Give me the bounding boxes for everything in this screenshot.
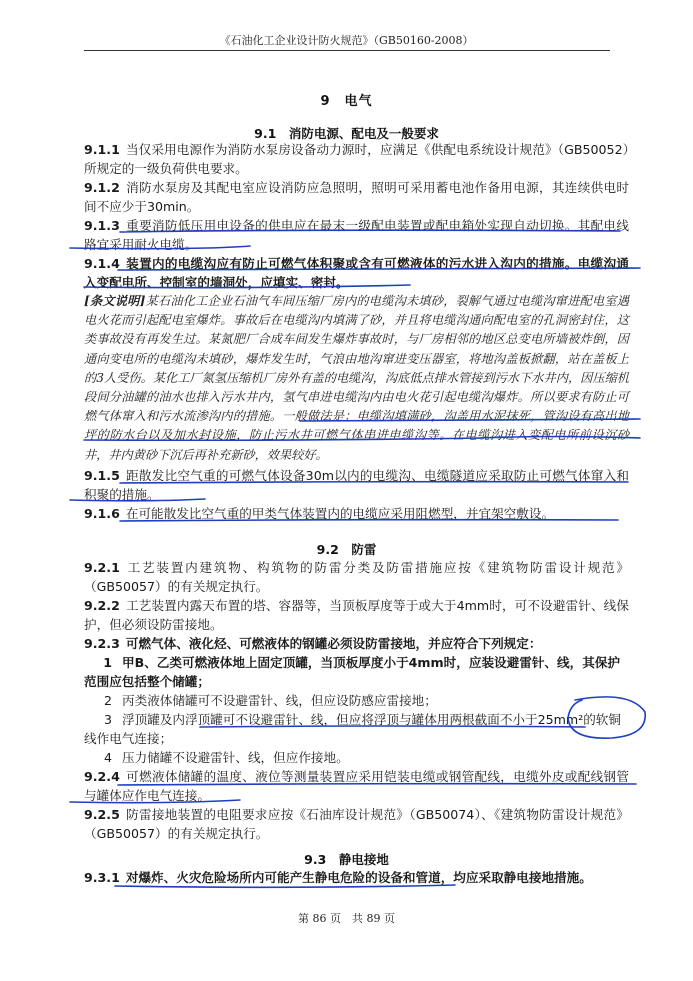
clause-number: 9.2.4 bbox=[84, 769, 120, 784]
section-9-1-title: 9.1 消防电源、配电及一般要求 bbox=[254, 126, 439, 141]
clause-explanation bbox=[84, 292, 629, 465]
clause-text: 消防水泵房及其配电室应设消防应急照明，照明可采用蓄电池作备用电源，其连续供电时间不应少于30min。 bbox=[84, 180, 629, 215]
clause-9-2-5 bbox=[84, 805, 629, 843]
list-item-text: 浮顶罐及内浮顶罐可不设避雷针、线，但应将浮顶与罐体用两根截面不小于25mm²的软铜线作电气连接； bbox=[84, 712, 621, 747]
list-item-number: 1 bbox=[103, 655, 112, 670]
clause-text: 防雷接地装置的电阻要求应按《石油库设计规范》（GB50074）、《建筑物防雷设计规范》（GB50057）的有关规定执行。 bbox=[84, 807, 629, 842]
list-item bbox=[84, 653, 629, 691]
clause-text: 可燃气体、液化烃、可燃液体的钢罐必须设防雷接地，并应符合下列规定： bbox=[125, 636, 542, 651]
clause-number: 9.1.4 bbox=[84, 256, 120, 271]
clause-9-3-1 bbox=[84, 868, 629, 887]
explanation-text: 某石油化工企业石油气车间压缩厂房内的电缆沟未填砂，裂解气通过电缆沟窜进配电室遇电火花而引起配电室爆炸。事故后在电缆沟内填满了砂，并且将电缆沟通向配电室的孔洞密封住，这类事故没有再发生过。某氮肥厂合成车间发生爆炸事故时，与厂房相邻的地区总变电所墙被炸倒，因通向变电所的电缆沟未填砂，爆炸发生时，气浪由地沟窜进变压器室，将地沟盖板掀翻，站在盖板上的3人受伤。某化工厂氮氢压缩机厂房外有盖的电缆沟，沟底低点排水管接到污水下水井内，因压缩机段间分油罐的油水也排入污水井内，氢气串进电缆沟内由电火花引起电缆沟爆炸。所以要求有防止可燃气体窜入和污水流渗沟内的措施。一般做法是：电缆沟填满砂，沟盖用水泥抹死，管沟设有高出地坪的防水台以及加水封设施，防止污水井可燃气体串进电缆沟等。在电缆沟进入变配电所前设沉砂井，井内黄砂下沉后再补充新砂，效果较好。 bbox=[84, 294, 629, 462]
clause-number: 9.3.1 bbox=[84, 870, 120, 885]
page-footer: 第 86 页 共 89 页 bbox=[298, 912, 395, 925]
clause-9-1-2 bbox=[84, 178, 629, 216]
section-9-3-title: 9.3 静电接地 bbox=[304, 852, 389, 867]
clause-number: 9.2.1 bbox=[84, 560, 120, 575]
clause-text: 当仅采用电源作为消防水泵房设备动力源时，应满足《供配电系统设计规范》（GB50052）所规定的一级负荷供电要求。 bbox=[84, 142, 629, 177]
clause-9-2-4 bbox=[84, 767, 629, 805]
clause-text: 工艺装置内露天布置的塔、容器等，当顶板厚度等于或大于4mm时，可不设避雷针、线保护，但必须设防雷接地。 bbox=[84, 598, 629, 633]
clause-number: 9.1.5 bbox=[84, 468, 120, 483]
list-item-text: 甲B、乙类可燃液体地上固定顶罐，当顶板厚度小于4mm时，应装设避雷针、线，其保护范围应包括整个储罐； bbox=[84, 655, 620, 690]
section-9-2-title: 9.2 防雷 bbox=[316, 542, 377, 557]
list-item-number: 2 bbox=[103, 693, 112, 708]
clause-text: 对爆炸、火灾危险场所内可能产生静电危险的设备和管道，均应采取静电接地措施。 bbox=[125, 870, 592, 885]
clause-9-1-3 bbox=[84, 216, 629, 254]
clause-number: 9.2.5 bbox=[84, 807, 120, 822]
list-item-text: 丙类液体储罐可不设避雷针、线，但应设防感应雷接地； bbox=[122, 693, 437, 708]
clause-text: 在可能散发比空气重的甲类气体装置内的电缆应采用阻燃型，并宜架空敷设。 bbox=[125, 506, 555, 521]
clause-text: 距散发比空气重的可燃气体设备30m以内的电缆沟、电缆隧道应采取防止可燃气体窜入和积聚的措施。 bbox=[84, 468, 629, 503]
clause-number: 9.1.2 bbox=[84, 180, 120, 195]
clause-9-1-1 bbox=[84, 140, 629, 178]
clause-number: 9.2.3 bbox=[84, 636, 120, 651]
page-header: 《石油化工企业设计防火规范》（GB50160-2008） bbox=[219, 34, 474, 47]
clause-text: 重要消防低压用电设备的供电应在最末一级配电装置或配电箱处实现自动切换。其配电线路宜采用耐火电缆。 bbox=[84, 218, 629, 253]
chapter-title: 9 电气 bbox=[320, 94, 373, 109]
clause-number: 9.1.3 bbox=[84, 218, 120, 233]
clause-number: 9.1.6 bbox=[84, 506, 120, 521]
header-rule bbox=[84, 50, 610, 51]
clause-9-1-5 bbox=[84, 466, 629, 504]
clause-9-2-3 bbox=[84, 634, 629, 653]
list-item bbox=[84, 710, 629, 748]
explanation-label: [条文说明] bbox=[84, 294, 146, 308]
clause-9-1-4 bbox=[84, 254, 629, 292]
clause-text: 可燃液体储罐的温度、液位等测量装置应采用铠装电缆或钢管配线，电缆外皮或配线钢管与罐体应作电气连接。 bbox=[84, 769, 629, 804]
list-item-number: 4 bbox=[103, 750, 112, 765]
clause-9-1-6 bbox=[84, 504, 629, 523]
list-item bbox=[84, 748, 629, 767]
clause-9-2-1 bbox=[84, 558, 629, 596]
clause-number: 9.1.1 bbox=[84, 142, 120, 157]
list-item-number: 3 bbox=[103, 712, 112, 727]
clause-text: 装置内的电缆沟应有防止可燃气体积聚或含有可燃液体的污水进入沟内的措施。电缆沟通入变配电所、控制室的墙洞处，应填实、密封。 bbox=[84, 256, 629, 291]
list-item bbox=[84, 691, 629, 710]
list-item-text: 压力储罐不设避雷针、线，但应作接地。 bbox=[122, 750, 349, 765]
clause-number: 9.2.2 bbox=[84, 598, 120, 613]
clause-text: 工艺装置内建筑物、构筑物的防雷分类及防雷措施应按《建筑物防雷设计规范》（GB50057）的有关规定执行。 bbox=[84, 560, 629, 595]
clause-9-2-2 bbox=[84, 596, 629, 634]
